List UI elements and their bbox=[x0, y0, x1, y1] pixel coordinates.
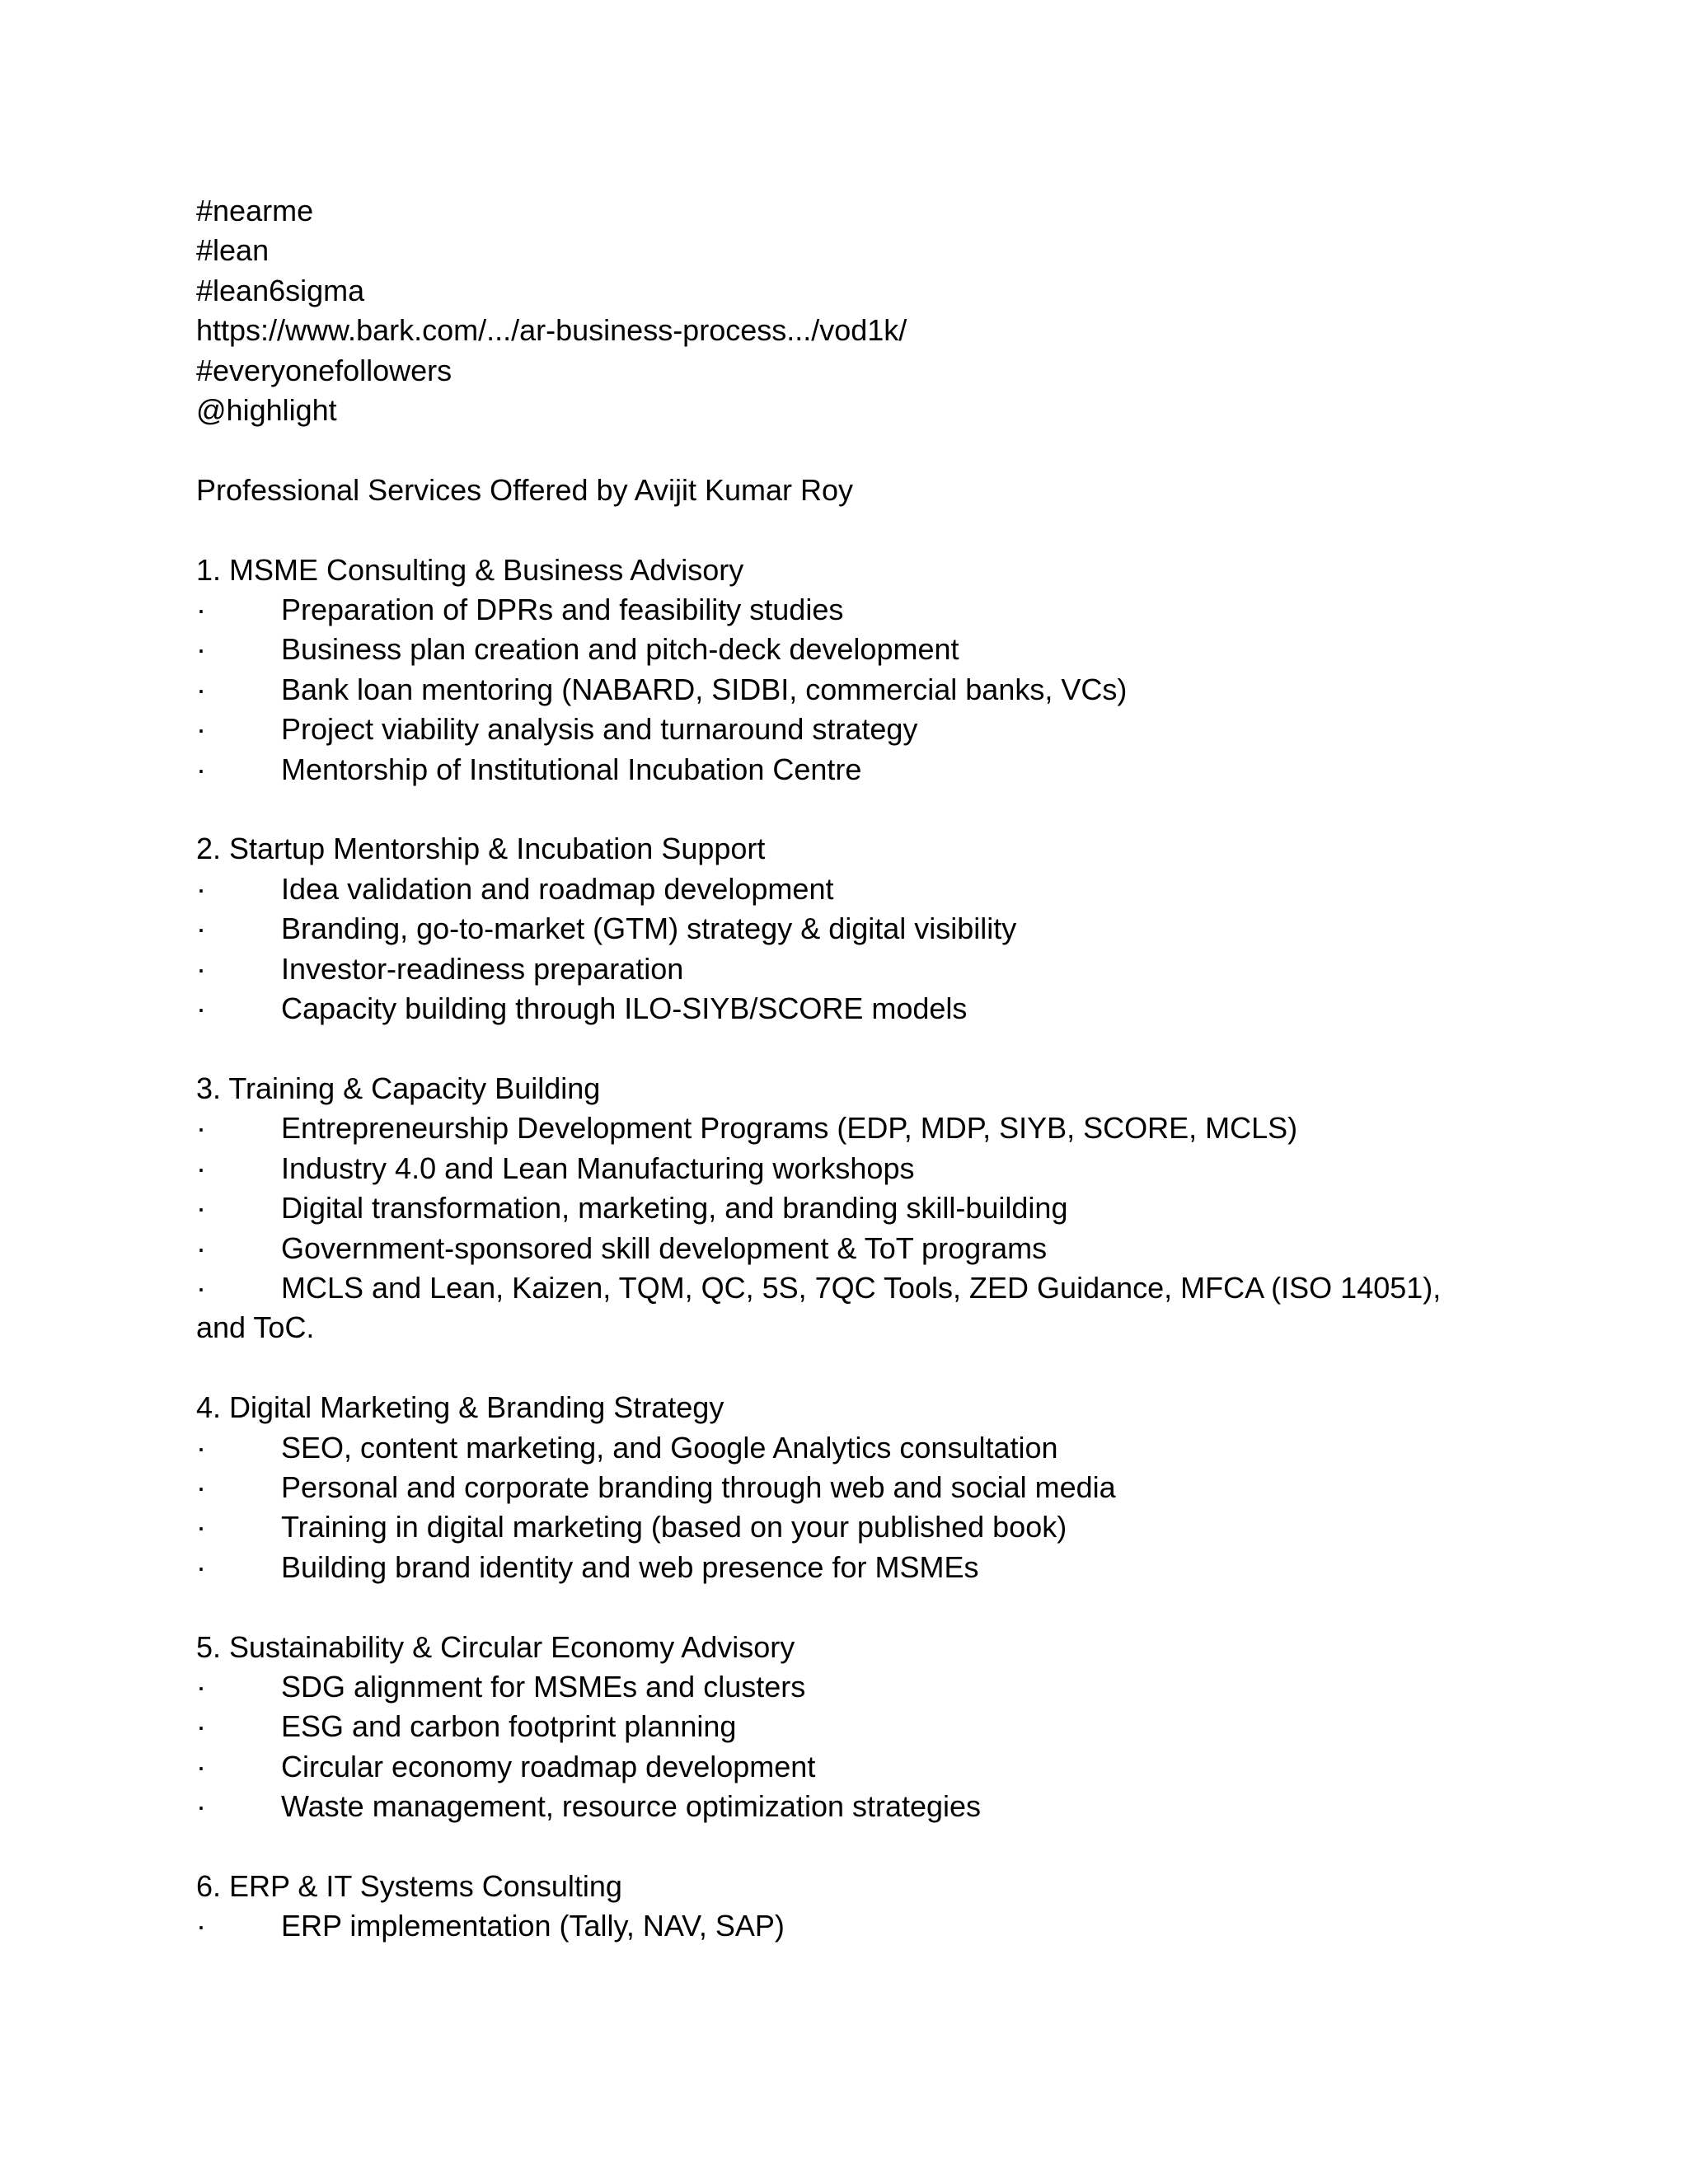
bullet-icon: · bbox=[196, 593, 206, 627]
section-sustainability bbox=[196, 1628, 1498, 1827]
bullet-icon: · bbox=[196, 991, 206, 1026]
bullet-icon: · bbox=[196, 1469, 206, 1504]
list-item-text: Waste management, resource optimization strategies bbox=[281, 1789, 982, 1824]
section-title: 6. ERP & IT Systems Consulting bbox=[196, 1868, 622, 1903]
list-item bbox=[196, 1507, 1498, 1547]
bullet-icon: · bbox=[196, 752, 206, 786]
list-item-text: Government-sponsored skill development & ToT programs bbox=[281, 1230, 1048, 1265]
bullet-icon: · bbox=[196, 1749, 206, 1783]
list-item bbox=[196, 710, 1498, 749]
spacer bbox=[196, 1587, 1498, 1627]
spacer bbox=[196, 510, 1498, 550]
list-item bbox=[196, 989, 1498, 1029]
list-item-text: Preparation of DPRs and feasibility studies bbox=[281, 593, 844, 627]
bullet-icon: · bbox=[196, 871, 206, 906]
spacer bbox=[196, 430, 1498, 470]
bullet-icon: · bbox=[196, 1669, 206, 1704]
list-item bbox=[196, 1149, 1498, 1188]
list-item-text: ESG and carbon footprint planning bbox=[281, 1709, 737, 1744]
list-item bbox=[196, 1906, 1498, 1946]
list-item-text: Bank loan mentoring (NABARD, SIDBI, commercial banks, VCs) bbox=[281, 672, 1128, 706]
list-item bbox=[196, 1667, 1498, 1707]
bullet-icon: · bbox=[196, 632, 206, 667]
document-title: Professional Services Offered by Avijit Kumar Roy bbox=[196, 472, 854, 507]
bullet-icon: · bbox=[196, 1789, 206, 1824]
list-item-text: SEO, content marketing, and Google Analytics consultation bbox=[281, 1430, 1058, 1465]
list-item bbox=[196, 1428, 1498, 1468]
section-title: 2. Startup Mentorship & Incubation Support bbox=[196, 832, 766, 866]
list-item-text: Branding, go-to-market (GTM) strategy & digital visibility bbox=[281, 912, 1017, 946]
section-startup-mentorship bbox=[196, 829, 1498, 1029]
list-item-text: Circular economy roadmap development bbox=[281, 1749, 816, 1783]
list-item-text: Investor-readiness preparation bbox=[281, 951, 684, 986]
section-title: 1. MSME Consulting & Business Advisory bbox=[196, 552, 744, 587]
hashtag-lean: #lean bbox=[196, 233, 270, 268]
bullet-icon: · bbox=[196, 672, 206, 706]
list-item-text: Industry 4.0 and Lean Manufacturing workshops bbox=[281, 1151, 915, 1185]
list-item bbox=[196, 630, 1498, 669]
list-item-text: Building brand identity and web presence for MSMEs bbox=[281, 1549, 979, 1584]
hashtag-block bbox=[196, 191, 1498, 430]
list-item-text: Training in digital marketing (based on your published book) bbox=[281, 1510, 1067, 1544]
bullet-icon: · bbox=[196, 1549, 206, 1584]
list-item-text: ERP implementation (Tally, NAV, SAP) bbox=[281, 1909, 785, 1943]
list-item-text: Personal and corporate branding through web and social media bbox=[281, 1469, 1116, 1504]
list-item-text: MCLS and Lean, Kaizen, TQM, QC, 5S, 7QC Tools, ZED Guidance, MFCA (ISO 14051), bbox=[281, 1270, 1442, 1305]
list-item bbox=[196, 1548, 1498, 1587]
list-item-text: SDG alignment for MSMEs and clusters bbox=[281, 1669, 806, 1704]
hashtag-everyonefollowers: #everyonefollowers bbox=[196, 353, 452, 387]
list-item bbox=[196, 750, 1498, 790]
bullet-icon: · bbox=[196, 712, 206, 747]
section-title: 4. Digital Marketing & Branding Strategy bbox=[196, 1390, 724, 1425]
spacer bbox=[196, 1827, 1498, 1867]
list-item bbox=[196, 909, 1498, 949]
list-item-text: Digital transformation, marketing, and branding skill-building bbox=[281, 1191, 1068, 1226]
list-item bbox=[196, 1787, 1498, 1826]
section-msme-consulting bbox=[196, 551, 1498, 790]
document-page bbox=[196, 191, 1498, 1947]
list-item bbox=[196, 590, 1498, 630]
list-item bbox=[196, 1229, 1498, 1268]
mention-highlight: @highlight bbox=[196, 393, 337, 428]
bullet-icon: · bbox=[196, 1709, 206, 1744]
bark-url-link[interactable]: https://www.bark.com/.../ar-business-process.../vod1k/ bbox=[196, 313, 907, 348]
spacer bbox=[196, 790, 1498, 829]
list-item-text: Mentorship of Institutional Incubation Centre bbox=[281, 752, 862, 786]
list-item bbox=[196, 1747, 1498, 1787]
list-item bbox=[196, 949, 1498, 989]
bullet-icon: · bbox=[196, 951, 206, 986]
list-item bbox=[196, 1108, 1498, 1148]
list-item bbox=[196, 1707, 1498, 1746]
bullet-icon: · bbox=[196, 1430, 206, 1465]
list-item-text: Idea validation and roadmap development bbox=[281, 871, 834, 906]
spacer bbox=[196, 1029, 1498, 1068]
list-item bbox=[196, 670, 1498, 710]
section-title: 3. Training & Capacity Building bbox=[196, 1071, 601, 1105]
list-item-text: Entrepreneurship Development Programs (EDP, MDP, SIYB, SCORE, MCLS) bbox=[281, 1111, 1298, 1146]
hashtag-lean6sigma: #lean6sigma bbox=[196, 273, 365, 307]
bullet-icon: · bbox=[196, 1510, 206, 1544]
section-title: 5. Sustainability & Circular Economy Advisory bbox=[196, 1629, 795, 1664]
bullet-icon: · bbox=[196, 1230, 206, 1265]
list-item bbox=[196, 1468, 1498, 1507]
section-erp-it bbox=[196, 1867, 1498, 1947]
list-item bbox=[196, 1268, 1498, 1308]
list-item-text: Business plan creation and pitch-deck development bbox=[281, 632, 959, 667]
bullet-icon: · bbox=[196, 1151, 206, 1185]
list-item bbox=[196, 869, 1498, 909]
bullet-icon: · bbox=[196, 1270, 206, 1305]
section-digital-marketing bbox=[196, 1388, 1498, 1587]
bullet-icon: · bbox=[196, 912, 206, 946]
bullet-icon: · bbox=[196, 1909, 206, 1943]
spacer bbox=[196, 1348, 1498, 1388]
hashtag-nearme: #nearme bbox=[196, 194, 314, 227]
section-training-capacity bbox=[196, 1069, 1498, 1348]
list-item-text: Capacity building through ILO-SIYB/SCORE models bbox=[281, 991, 968, 1026]
bullet-icon: · bbox=[196, 1191, 206, 1226]
list-item-continuation: and ToC. bbox=[196, 1310, 315, 1345]
list-item-text: Project viability analysis and turnaround strategy bbox=[281, 712, 918, 747]
list-item bbox=[196, 1188, 1498, 1228]
bullet-icon: · bbox=[196, 1111, 206, 1146]
